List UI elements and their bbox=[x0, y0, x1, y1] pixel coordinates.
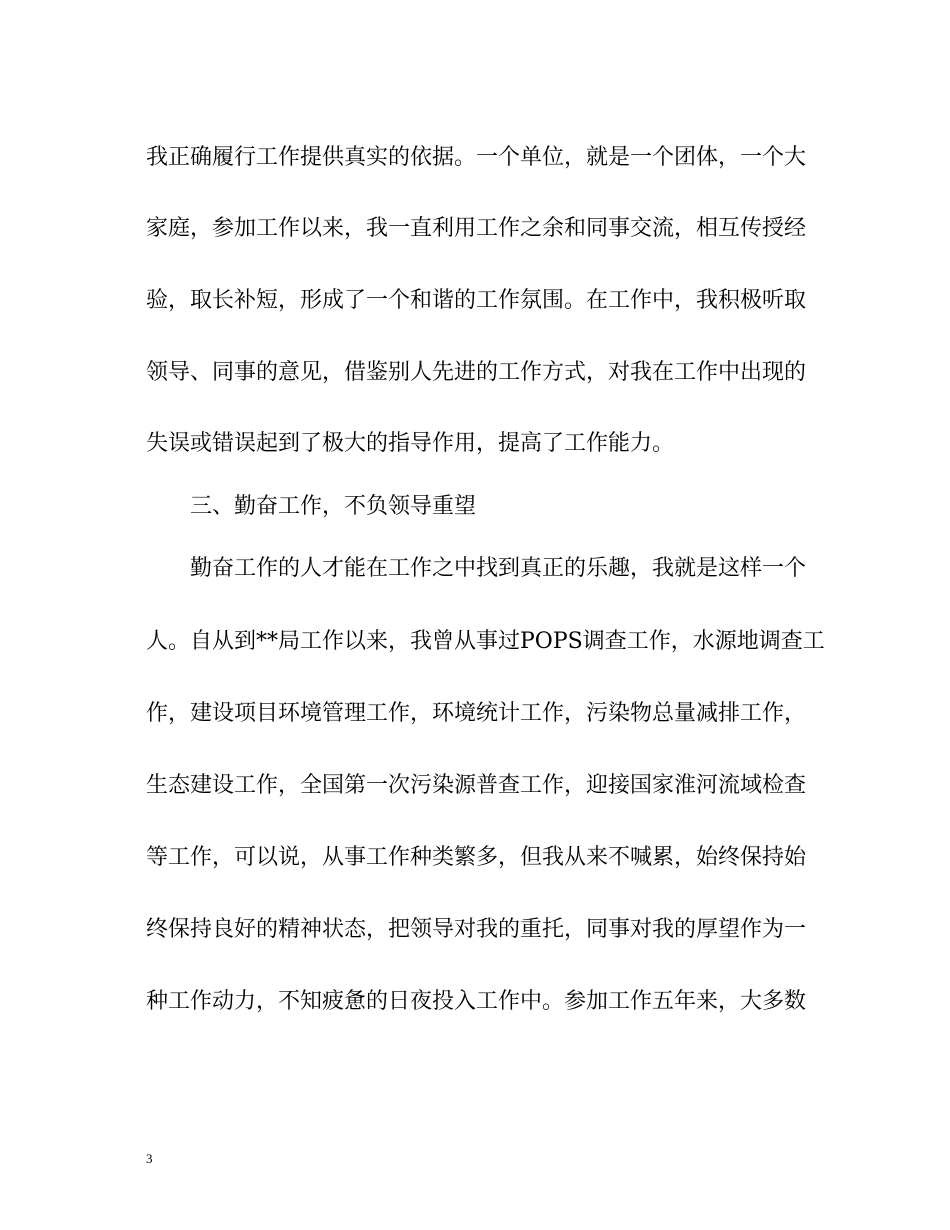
text-line: 种工作动力，不知疲惫的日夜投入工作中。参加工作五年来，大多数 bbox=[146, 989, 807, 1014]
page-number: 3 bbox=[146, 1151, 153, 1166]
text-line: 家庭，参加工作以来，我一直利用工作之余和同事交流，相互传授经 bbox=[146, 216, 807, 241]
text-line: 失误或错误起到了极大的指导作用，提高了工作能力。 bbox=[146, 431, 675, 456]
text-line: 人。自从到**局工作以来，我曾从事过POPS调查工作，水源地调查工 bbox=[146, 629, 825, 654]
text-line: 我正确履行工作提供真实的依据。一个单位，就是一个团体，一个大 bbox=[146, 145, 807, 170]
text-line: 验，取长补短，形成了一个和谐的工作氛围。在工作中，我积极听取 bbox=[146, 288, 807, 313]
text-line: 终保持良好的精神状态，把领导对我的重托，同事对我的厚望作为一 bbox=[146, 917, 807, 942]
text-line: 作，建设项目环境管理工作，环境统计工作，污染物总量减排工作， bbox=[146, 701, 807, 726]
text-line: 领导、同事的意见，借鉴别人先进的工作方式，对我在工作中出现的 bbox=[146, 360, 807, 385]
text-line: 生态建设工作，全国第一次污染源普查工作，迎接国家淮河流域检查 bbox=[146, 773, 807, 798]
text-line: 勤奋工作的人才能在工作之中找到真正的乐趣，我就是这样一个 bbox=[190, 556, 807, 581]
text-line: 等工作，可以说，从事工作种类繁多，但我从来不喊累，始终保持始 bbox=[146, 845, 807, 870]
section-heading: 三、勤奋工作，不负领导重望 bbox=[190, 494, 477, 519]
